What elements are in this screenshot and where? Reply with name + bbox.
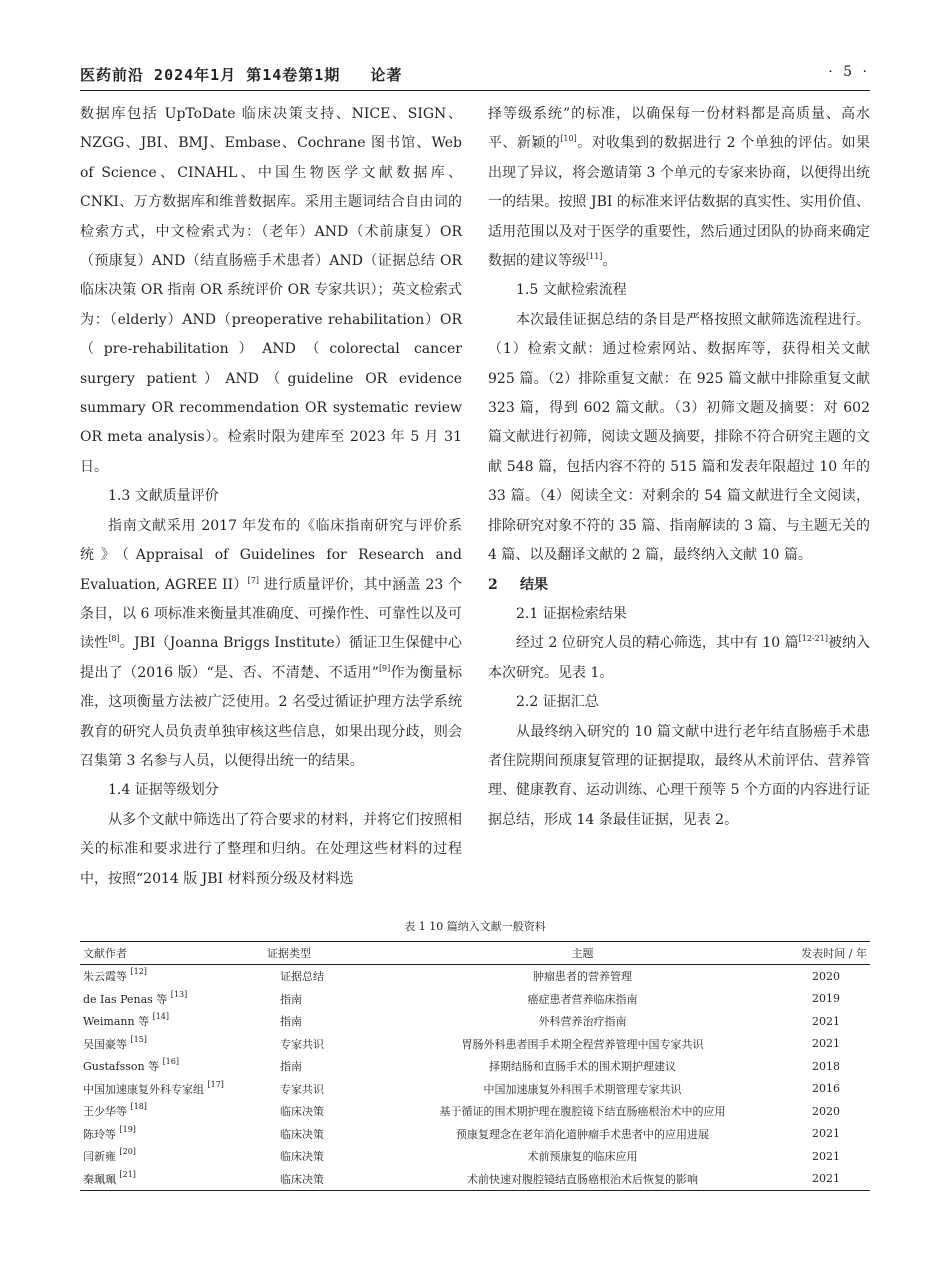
type-cell: 专家共识 (280, 1037, 324, 1051)
citation: [20] (119, 1147, 136, 1157)
type-cell: 临床决策 (280, 1172, 324, 1186)
type-cell: 专家共识 (280, 1082, 324, 1096)
table-row (80, 1078, 870, 1101)
author-name: Weimann 等 (83, 1015, 150, 1029)
author-name: de Ias Penas 等 (83, 992, 168, 1006)
table-row (80, 1123, 870, 1146)
topic-cell: 术前快速对腹腔镜结直肠癌根治术后恢复的影响 (467, 1172, 698, 1186)
type-cell: 临床决策 (280, 1127, 324, 1141)
type-cell: 证据总结 (280, 970, 324, 984)
heading-2-1: 2.1 证据检索结果 (516, 605, 627, 622)
type-cell: 指南 (280, 992, 302, 1006)
year-cell: 2021 (812, 1127, 840, 1141)
author-name: 王少华等 (83, 1105, 127, 1119)
citation: [17] (207, 1079, 224, 1089)
author-cell (80, 1078, 264, 1101)
type-cell: 临床决策 (280, 1150, 324, 1164)
year-cell: 2021 (812, 1014, 840, 1028)
citation: [12-21] (798, 634, 828, 644)
text-segment: 择等级系统”的标准，以确保每一份材料都是高质量、高水平、新颖的 (488, 106, 870, 152)
table-row (80, 1033, 870, 1056)
literature-table (80, 941, 870, 1191)
citation: [16] (162, 1057, 179, 1067)
table-caption: 表 1 10 篇纳入文献一般资料 (404, 920, 546, 933)
year-cell: 2021 (812, 1037, 840, 1051)
journal-date: 2024年1月 (154, 66, 237, 84)
year-cell: 2020 (812, 969, 840, 983)
author-cell (80, 1033, 264, 1056)
author-cell (80, 988, 264, 1011)
citation: [9] (378, 663, 391, 673)
text-segment: 指南文献采用 2017 年发布的《临床指南研究与评价系统》（Appraisal of Guidelines for Research and Evaluation, AGREE II） (80, 517, 462, 593)
author-name: 陈玲等 (83, 1127, 116, 1141)
heading-1-5: 1.5 文献检索流程 (516, 282, 627, 299)
paragraph-search-flow: 本次最佳证据总结的条目是严格按照文献筛选流程进行。（1）检索文献：通过检索网站、数据库等，获得相关文献 925 篇。（2）排除重复文献：在 925 篇文献中排除重复文献 323 篇，得到 602 篇文献。（3）初筛文题及摘要：对 602 篇文献进行初筛，阅读文题及摘要，排除不符合研究主题的文献 548 篇，包括内容不符的 515 篇和发表年限超过 10 年的 33 篇。（4）阅读全文：对剩余的 54 篇文献进行全文阅读，排除研究对象不符的 35 篇、指南解读的 3 篇、与主题无关的 4 篇、以及翻译文献的 2 篇，最终纳入文献 10 篇。 (488, 311, 870, 564)
paragraph-grade: 从多个文献中筛选出了符合要求的材料，并将它们按照相关的标准和要求进行了整理和归纳。在处理这些材料的过程中，按照“2014 版 JBI 材料预分级及材料选 (80, 811, 462, 887)
paragraph-databases: 数据库包括 UpToDate 临床决策支持、NICE、SIGN、NZGG、JBI、BMJ、Embase、Cochrane 图书馆、Web of Science、CINAHL、中国生物医学文献数据库、CNKI、万方数据库和维普数据库。采用主题词结合自由词的检索方式，中文检索式为：（老年）AND（术前康复）OR（预康复）AND（结直肠癌手术患者）AND（证据总结 OR 临床决策 OR 指南 OR 系统评价 OR 专家共识）；英文检索式为：（elderly）AND（preoperative rehabilitation）OR（pre-rehabilitation）AND（colorectal cancer surgery patient）AND（guideline OR evidence summary OR recommendation OR systematic review OR meta analysis）。检索时限为建库至 2023 年 5 月 31 日。 (80, 106, 462, 475)
heading-2-results (488, 571, 870, 600)
heading-2-2: 2.2 证据汇总 (516, 694, 599, 711)
type-cell: 指南 (280, 1060, 302, 1074)
running-header (80, 62, 870, 91)
citation: [8] (108, 634, 120, 644)
table-row (80, 965, 870, 988)
column-header: 证据类型 (267, 947, 311, 960)
type-cell: 指南 (280, 1015, 302, 1029)
text-segment: 进行质量评价，其中涵盖 23 个条目，以 6 项标准来衡量其准确度、可操作性、可靠性以及可读性 (80, 576, 462, 652)
author-cell (80, 1100, 264, 1123)
topic-cell: 术前预康复的临床应用 (527, 1150, 638, 1164)
citation: [12] (130, 967, 147, 977)
column-header: 文献作者 (83, 947, 127, 960)
table-row (80, 988, 870, 1011)
column-header: 发表时间 / 年 (801, 947, 867, 960)
topic-cell: 肿瘤患者的营养管理 (533, 970, 632, 984)
author-name: 秦珮珮 (83, 1172, 116, 1186)
topic-cell: 外科营养治疗指南 (538, 1015, 627, 1029)
author-cell (80, 1168, 264, 1191)
author-name: 朱云霞等 (83, 970, 127, 984)
table-row (80, 1168, 870, 1191)
topic-cell: 胃肠外科患者围手术期全程营养管理中国专家共识 (461, 1037, 704, 1051)
paragraph-results (488, 629, 870, 688)
left-column (80, 100, 462, 894)
citation: [13] (170, 989, 188, 999)
author-cell (80, 965, 264, 988)
author-name: 闫新雍 (83, 1150, 116, 1164)
year-cell: 2021 (812, 1172, 840, 1186)
topic-cell: 癌症患者营养临床指南 (527, 992, 638, 1006)
text-segment: 。对收集到的数据进行 2 个单独的评估。如果出现了异议，将会邀请第 3 个单元的专家来协商，以便得出统一的结果。按照 JBI 的标准来评估数据的真实性、实用价值、适用范围以及对于医学的重要性，然后通过团队的协商来确定数据的建议等级 (488, 135, 870, 270)
journal-info (80, 64, 402, 85)
year-cell: 2019 (812, 992, 840, 1006)
citation: [7] (247, 575, 259, 585)
topic-cell: 择期结肠和直肠手术的围术期护理建议 (489, 1060, 676, 1074)
table-header-row (80, 942, 870, 965)
right-column (488, 100, 870, 835)
table-row (80, 1055, 870, 1078)
citation: [15] (130, 1034, 147, 1044)
column-header: 主题 (571, 947, 594, 960)
text-segment: 被纳入本次研究。见表 1。 (488, 635, 871, 681)
table-row (80, 1100, 870, 1123)
citation: [19] (119, 1124, 136, 1134)
paragraph-quality (80, 512, 462, 777)
heading-1-3: 1.3 文献质量评价 (108, 488, 219, 505)
author-name: Gustafsson 等 (83, 1060, 160, 1074)
text-segment: 。JBI（Joanna Briggs Institute）循证卫生保健中心提出了（2016 版）“是、否、不清楚、不适用” (80, 635, 462, 681)
journal-issue: 第14卷第1期 (246, 66, 341, 84)
topic-cell: 基于循证的围术期护理在腹腔镜下结直肠癌根治术中的应用 (439, 1105, 726, 1119)
section-label: 论著 (370, 66, 403, 84)
author-name: 中国加速康复外科专家组 (83, 1082, 204, 1096)
year-cell: 2018 (812, 1059, 840, 1073)
table-row (80, 1145, 870, 1168)
citation: [21] (119, 1169, 136, 1179)
author-cell (80, 1055, 264, 1078)
year-cell: 2020 (812, 1104, 840, 1118)
topic-cell: 中国加速康复外科围手术期管理专家共识 (483, 1082, 682, 1096)
topic-cell: 预康复理念在老年消化道肿瘤手术患者中的应用进展 (456, 1127, 709, 1141)
year-cell: 2021 (812, 1149, 840, 1163)
heading-number: 2 (488, 576, 498, 593)
text-segment: 经过 2 位研究人员的精心筛选，其中有 10 篇 (516, 635, 799, 652)
author-cell (80, 1123, 264, 1146)
text-segment: 。 (602, 253, 617, 270)
heading-1-4: 1.4 证据等级划分 (108, 782, 219, 799)
paragraph-grade-continued (488, 100, 870, 276)
author-cell (80, 1010, 264, 1033)
citation: [11] (586, 252, 603, 262)
type-cell: 临床决策 (280, 1105, 324, 1119)
citation: [14] (152, 1012, 170, 1022)
journal-name: 医药前沿 (80, 66, 145, 84)
author-name: 吴国豪等 (83, 1037, 127, 1051)
paragraph-summary: 从最终纳入研究的 10 篇文献中进行老年结直肠癌手术患者住院期间预康复管理的证据提取，最终从术前评估、营养管理、健康教育、运动训练、心理干预等 5 个方面的内容进行证据总结，形成 14 条最佳证据，见表 2。 (488, 723, 870, 828)
page-number: · 5 · (828, 64, 870, 80)
citation: [10] (560, 134, 577, 144)
heading-text: 结果 (520, 576, 548, 593)
author-cell (80, 1145, 264, 1168)
text-segment: 作为衡量标准，这项衡量方法被广泛使用。2 名受过循证护理方法学系统教育的研究人员负责单独审核这些信息，如果出现分歧，则会召集第 3 名参与人员，以便得出统一的结果。 (80, 664, 462, 769)
year-cell: 2016 (812, 1082, 840, 1096)
citation: [18] (130, 1102, 147, 1112)
table-body (80, 965, 870, 1191)
table-row (80, 1010, 870, 1033)
